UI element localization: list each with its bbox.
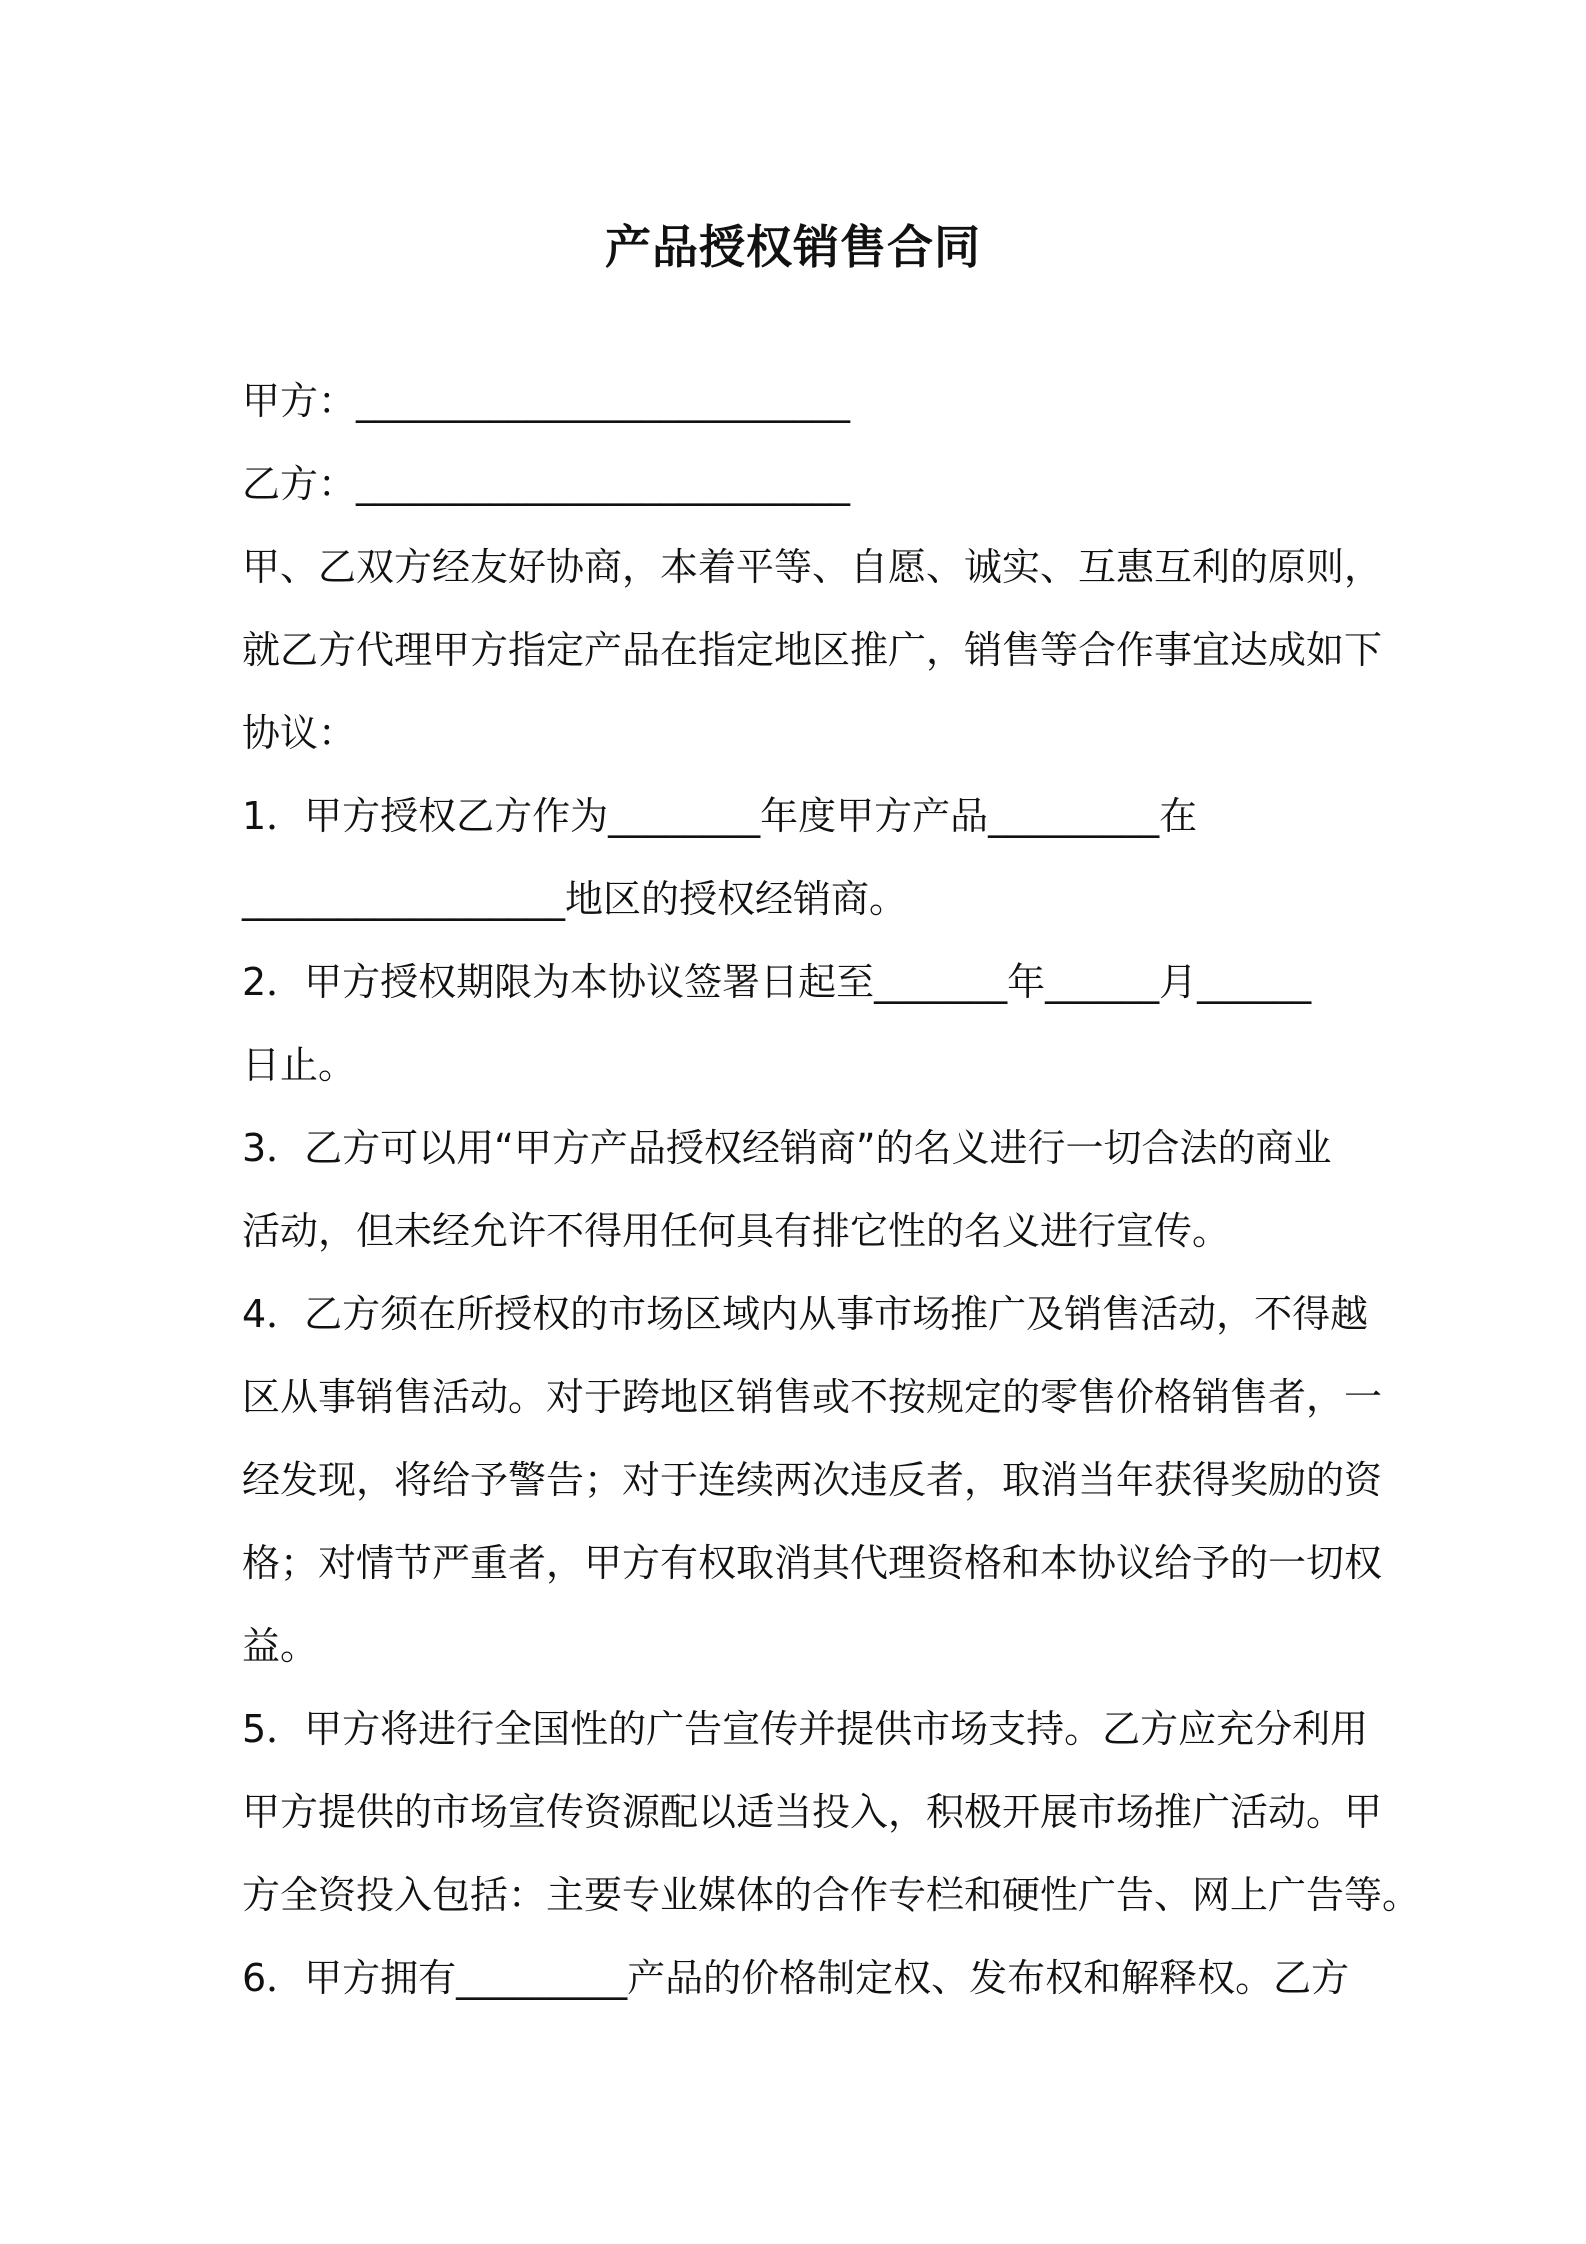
- clause-3-line-1: 3．乙方可以用“甲方产品授权经销商”的名义进行一切合法的商业: [242, 1126, 1332, 1170]
- preamble-line-2: 就乙方代理甲方指定产品在指定地区推广，销售等合作事宜达成如下: [242, 628, 1383, 672]
- document-title: 产品授权销售合同: [605, 220, 981, 274]
- preamble-line-3: 协议：: [242, 711, 357, 755]
- clause-4-line-5: 益。: [242, 1624, 319, 1668]
- clause-1-line-1: 1．甲方授权乙方作为________年度甲方产品_________在: [242, 794, 1198, 838]
- clause-5-line-3: 方全资投入包括：主要专业媒体的合作专栏和硬性广告、网上广告等。: [242, 1873, 1421, 1917]
- clause-4-line-2: 区从事销售活动。对于跨地区销售或不按规定的零售价格销售者，一: [242, 1375, 1383, 1419]
- clause-5-line-2: 甲方提供的市场宣传资源配以适当投入，积极开展市场推广活动。甲: [242, 1790, 1383, 1834]
- clause-5-line-1: 5．甲方将进行全国性的广告宣传并提供市场支持。乙方应充分利用: [242, 1707, 1369, 1751]
- party-a-line: 甲方：__________________________: [242, 379, 851, 423]
- clause-1-line-2: _________________地区的授权经销商。: [242, 877, 908, 921]
- party-b-line: 乙方：__________________________: [242, 462, 851, 506]
- clause-6-line-1: 6．甲方拥有_________产品的价格制定权、发布权和解释权。乙方: [242, 1956, 1350, 2000]
- clause-4-line-1: 4．乙方须在所授权的市场区域内从事市场推广及销售活动，不得越: [242, 1292, 1369, 1336]
- clause-4-line-3: 经发现，将给予警告；对于连续两次违反者，取消当年获得奖励的资: [242, 1458, 1383, 1502]
- clause-2-line-2: 日止。: [242, 1043, 357, 1087]
- clause-4-line-4: 格；对情节严重者，甲方有权取消其代理资格和本协议给予的一切权: [242, 1541, 1383, 1585]
- clause-3-line-2: 活动，但未经允许不得用任何具有排它性的名义进行宣传。: [242, 1209, 1231, 1253]
- clause-2-line-1: 2．甲方授权期限为本协议签署日起至_______年______月______: [242, 960, 1312, 1004]
- document-body: [242, 360, 1421, 2020]
- preamble-line-1: 甲、乙双方经友好协商，本着平等、自愿、诚实、互惠互利的原则，: [242, 545, 1383, 589]
